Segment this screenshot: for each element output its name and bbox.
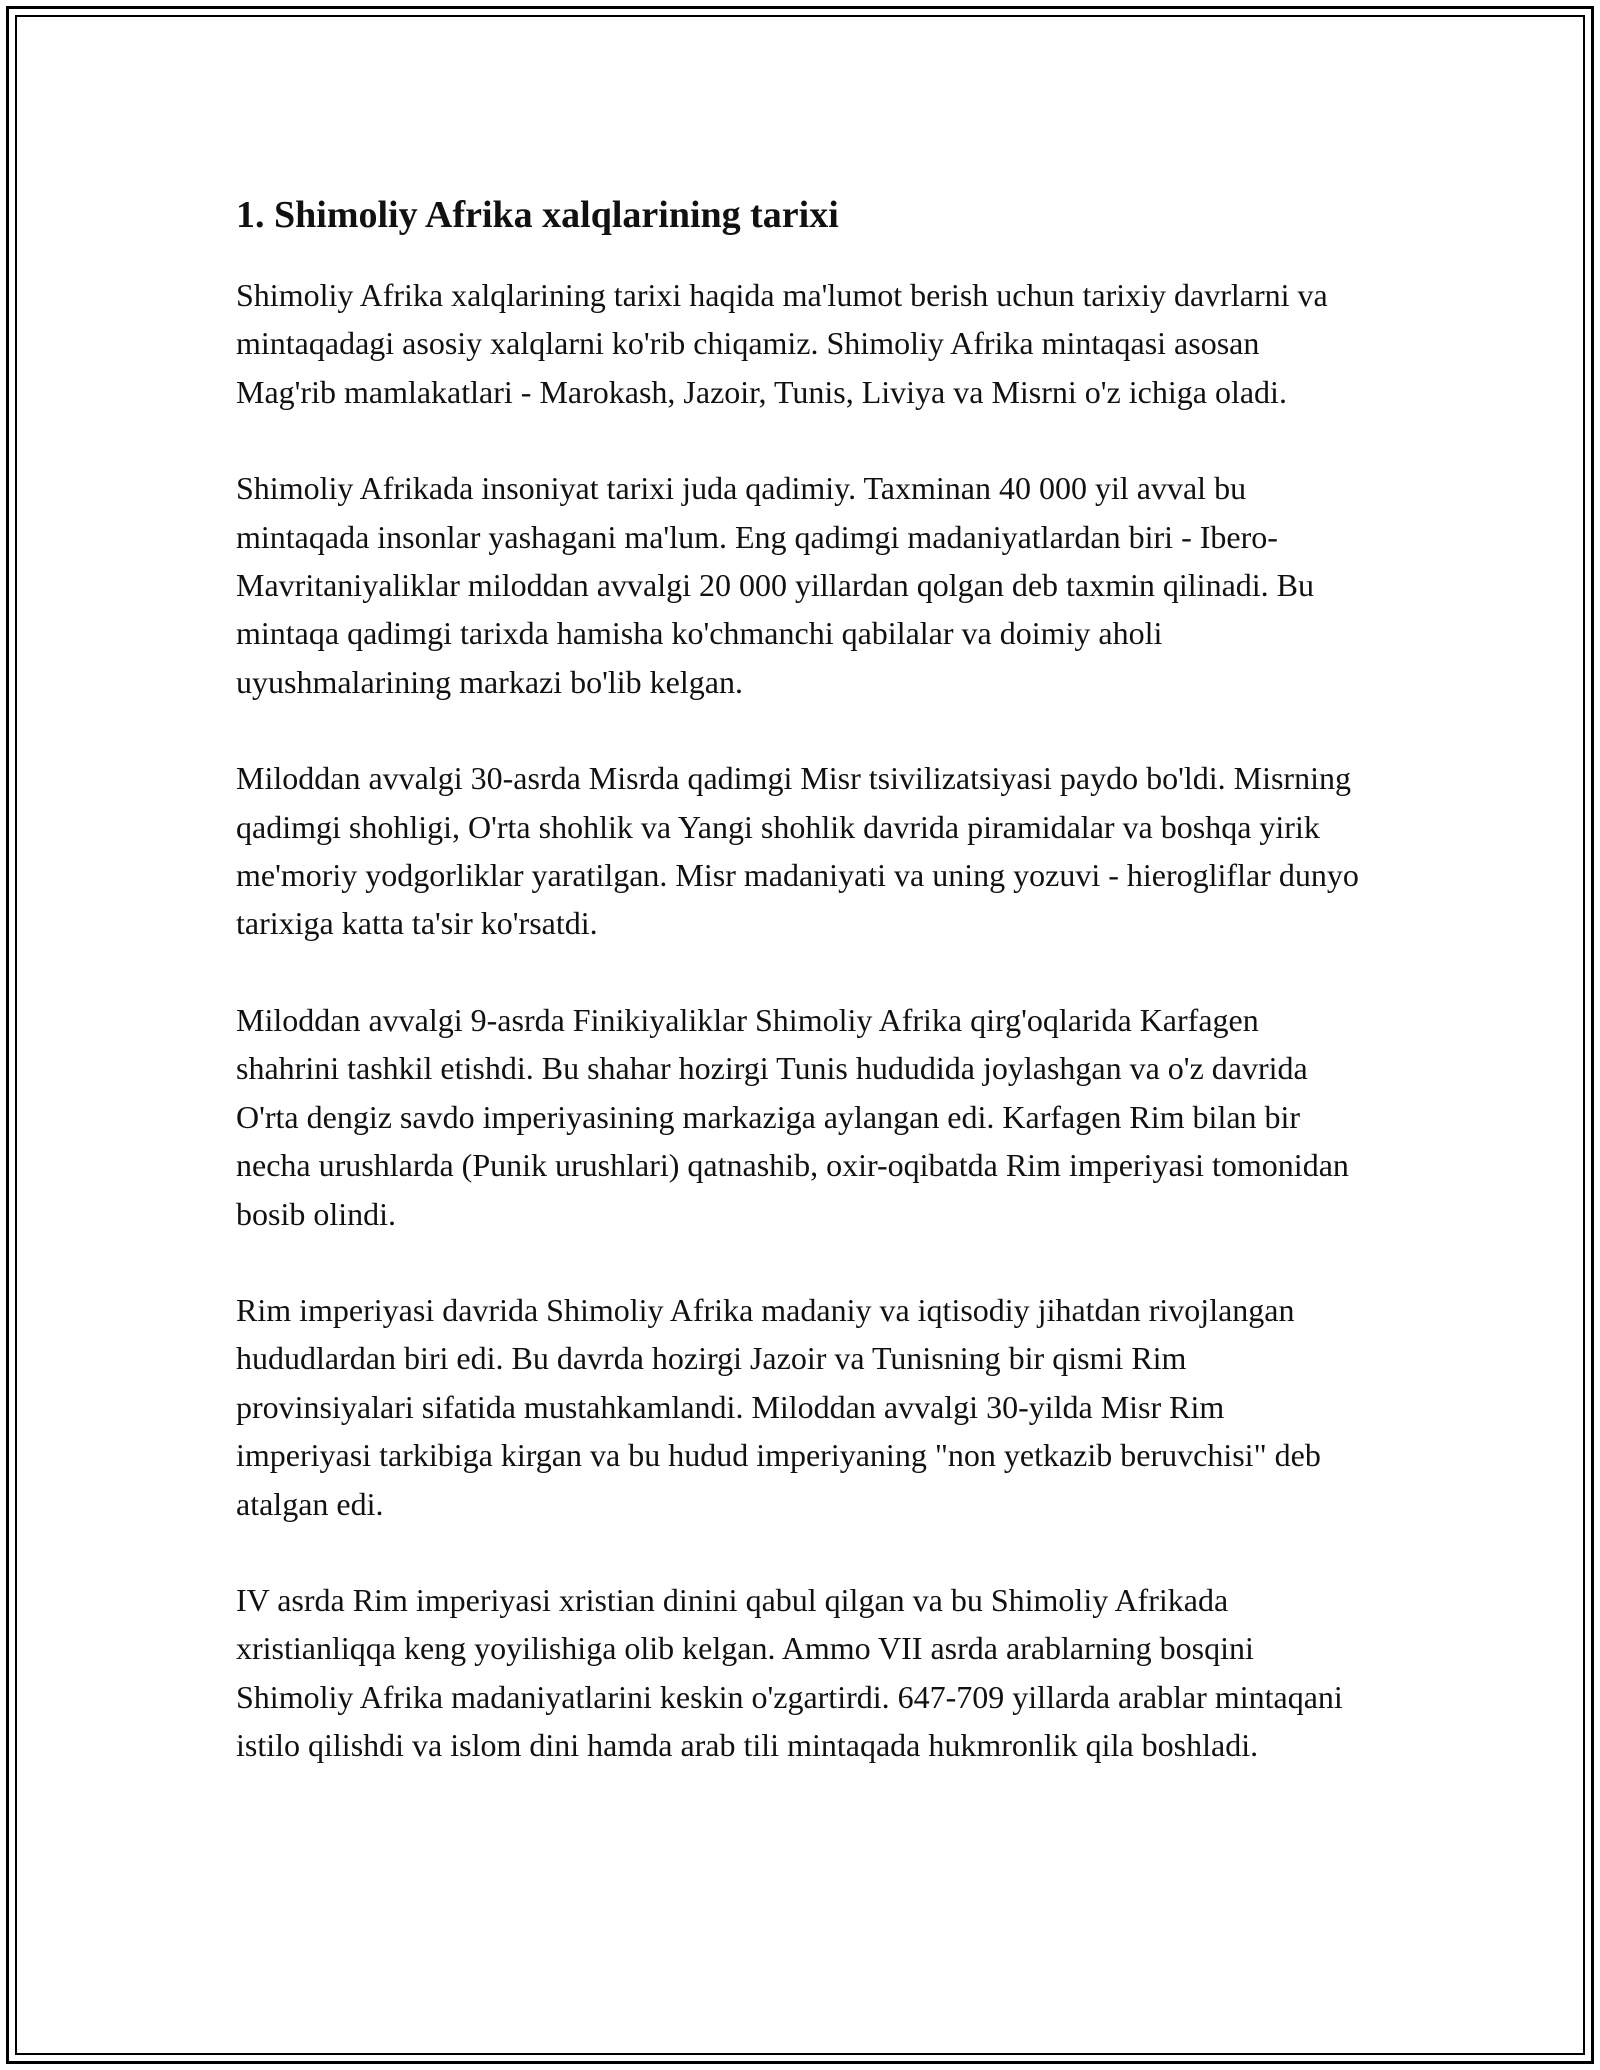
paragraph-carthage: Miloddan avvalgi 9-asrda Finikiyaliklar Shimoliy Afrika qirg'oqlarida Karfagen shahrini tashkil etishdi. Bu shahar hozirgi Tunis hududida joylashgan va o'z davrida O'rta dengiz savdo imperiyasining markaziga aylangan edi. Karfagen Rim bilan bir necha urushlarda (Punik urushlari) qatnashib, oxir-oqibatda Rim imperiyasi tomonidan bosib olindi. xyxy=(236,1001,1349,1232)
paragraph-egypt: Miloddan avvalgi 30-asrda Misrda qadimgi Misr tsivilizatsiyasi paydo bo'ldi. Misrning qadimgi shohligi, O'rta shohlik va Yangi shohlik davrida piramidalar va boshqa yirik me'moriy yodgorliklar yaratilgan. Misr madaniyati va uning yozuvi - hierogliflar dunyo tarixiga katta ta'sir ko'rsatdi. xyxy=(236,760,1359,942)
paragraph-christianity-arabs: IV asrda Rim imperiyasi xristian dinini qabul qilgan va bu Shimoliy Afrikada xristianliqqa keng yoyilishiga olib kelgan. Ammo VII asrda arablarning bosqini Shimoliy Afrika madaniyatlarini keskin o'zgartirdi. 647-709 yillarda arablar mintaqani istilo qilishdi va islom dini hamda arab tili mintaqada hukmronlik qila boshladi. xyxy=(236,1581,1343,1764)
paragraph-intro: Shimoliy Afrika xalqlarining tarixi haqida ma'lumot berish uchun tarixiy davrlarni va mintaqadagi asosiy xalqlarni ko'rib chiqamiz. Shimoliy Afrika mintaqasi asosan Mag'rib mamlakatlari - Marokash, Jazoir, Tunis, Liviya va Misrni o'z ichiga oladi. xyxy=(236,277,1328,410)
section-heading: 1. Shimoliy Afrika xalqlarining tarixi xyxy=(236,194,839,236)
paragraph-prehistory: Shimoliy Afrikada insoniyat tarixi juda qadimiy. Taxminan 40 000 yil avval bu mintaqada insonlar yashagani ma'lum. Eng qadimgi madaniyatlardan biri - Ibero-Mavritaniyaliklar miloddan avvalgi 20 000 yillardan qolgan deb taxmin qilinadi. Bu mintaqa qadimgi tarixda hamisha ko'chmanchi qabilalar va doimiy aholi uyushmalarining markazi bo'lib kelgan. xyxy=(236,470,1314,700)
paragraph-roman-era: Rim imperiyasi davrida Shimoliy Afrika madaniy va iqtisodiy jihatdan rivojlangan hududlardan biri edi. Bu davrda hozirgi Jazoir va Tunisning bir qismi Rim provinsiyalari sifatida mustahkamlandi. Miloddan avvalgi 30-yilda Misr Rim imperiyasi tarkibiga kirgan va bu hudud imperiyaning "non yetkazib beruvchisi" deb atalgan edi. xyxy=(236,1291,1321,1522)
document-body xyxy=(236,185,1366,1818)
